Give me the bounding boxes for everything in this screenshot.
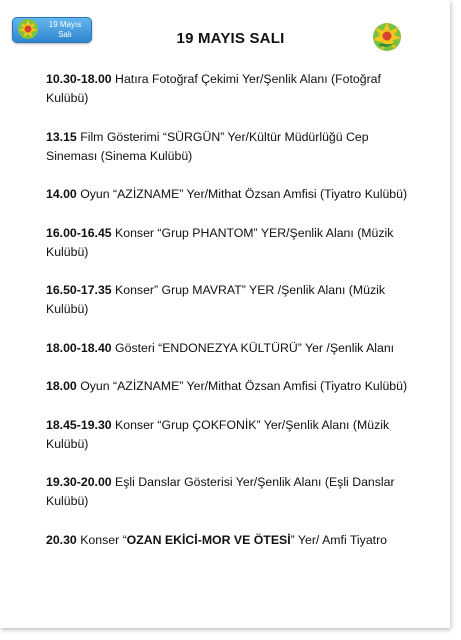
badge-day: 19 Mayıs bbox=[48, 20, 82, 29]
event-description: Konser “Grup PHANTOM” YER/Şenlik Alanı (Müzik Kulübü) bbox=[46, 225, 394, 259]
event-item bbox=[46, 416, 418, 454]
badge-weekday: Salı bbox=[58, 30, 72, 39]
event-list bbox=[46, 70, 418, 569]
event-headliner: OZAN EKİCİ-MOR VE ÖTESİ bbox=[126, 532, 291, 547]
event-description-prefix: Konser “ bbox=[76, 532, 127, 547]
event-description: Film Gösterimi “SÜRGÜN” Yer/Kültür Müdürlüğü Cep Sineması (Sinema Kulübü) bbox=[46, 129, 369, 163]
event-time: 19.30-20.00 bbox=[46, 475, 112, 489]
event-item bbox=[46, 473, 418, 511]
event-description: Konser “Grup ÇOKFONİK” Yer/Şenlik Alanı (Müzik Kulübü) bbox=[46, 417, 390, 451]
event-description: Hatıra Fotoğraf Çekimi Yer/Şenlik Alanı (Fotoğraf Kulübü) bbox=[46, 72, 381, 105]
event-description: Oyun “AZİZNAME” Yer/Mithat Özsan Amfisi (Tiyatro Kulübü) bbox=[76, 379, 408, 393]
event-item bbox=[46, 377, 418, 396]
event-time: 18.00 bbox=[46, 379, 77, 393]
event-item bbox=[46, 339, 418, 358]
event-description: Konser” Grup MAVRAT” YER /Şenlik Alanı (Müzik Kulübü) bbox=[46, 283, 385, 316]
event-item bbox=[46, 128, 418, 166]
event-time: 18.45-19.30 bbox=[46, 417, 112, 432]
event-time: 10.30-18.00 bbox=[46, 72, 112, 86]
event-time: 13.15 bbox=[46, 129, 77, 144]
event-time: 16.50-17.35 bbox=[46, 283, 112, 297]
event-item bbox=[46, 185, 418, 204]
event-time: 14.00 bbox=[46, 187, 77, 201]
festival-logo-icon bbox=[370, 20, 404, 54]
event-time: 16.00-16.45 bbox=[46, 225, 112, 240]
event-item-final bbox=[46, 531, 418, 550]
event-description: Oyun “AZİZNAME” Yer/Mithat Özsan Amfisi (Tiyatro Kulübü) bbox=[76, 187, 408, 201]
event-time: 18.00-18.40 bbox=[46, 340, 112, 355]
event-description: Eşli Danslar Gösterisi Yer/Şenlik Alanı (Eşli Danslar Kulübü) bbox=[46, 475, 395, 508]
event-description-suffix: ” Yer/ Amfi Tiyatro bbox=[290, 532, 388, 547]
event-item bbox=[46, 281, 418, 319]
event-time: 20.30 bbox=[46, 532, 77, 547]
event-item bbox=[46, 70, 418, 108]
event-item bbox=[46, 224, 418, 262]
page-title: 19 MAYIS SALI bbox=[176, 30, 285, 47]
event-description: Gösteri “ENDONEZYA KÜLTÜRÜ” Yer /Şenlik Alanı bbox=[111, 340, 395, 355]
